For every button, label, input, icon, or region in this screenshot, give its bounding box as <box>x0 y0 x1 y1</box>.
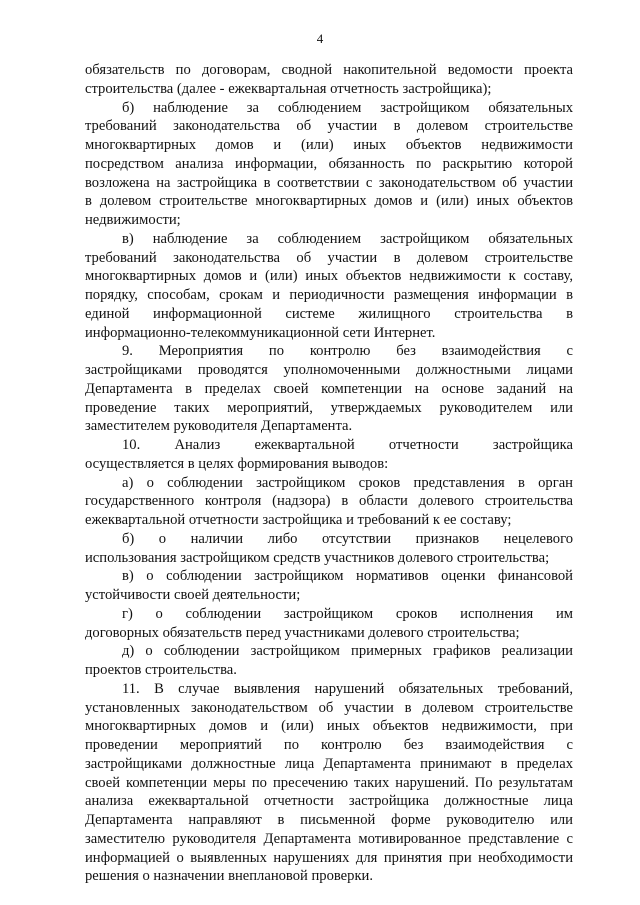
text-line: заместителем руководителя Департамента. <box>85 418 353 435</box>
text-line: заместителю руководителя Департамента мотивированное представление с <box>85 830 573 847</box>
text-line: своей компетенции меры по пресечению таких нарушений. По результатам <box>85 774 573 791</box>
text-line: многоквартирных домов и (или) иных объектов недвижимости <box>85 137 573 153</box>
text-line: осуществляется в целях формирования выводов: <box>85 455 389 472</box>
text-line: посредством анализа информации, обязанность по раскрытию которой <box>85 155 573 172</box>
text-line: возложена на застройщика в соответствии с законодательством об участии <box>85 174 573 191</box>
text-line: 11. В случае выявления нарушений обязательных требований, <box>122 680 573 697</box>
text-line: строительства (далее - ежеквартальная отчетность застройщика); <box>85 80 492 97</box>
text-line: проведение таких мероприятий, утверждаемых руководителем или <box>85 399 573 416</box>
text-line: застройщиками должностные лица Департамента принимают в пределах <box>85 755 573 772</box>
text-line: анализа ежеквартальной отчетности застройщика должностные лица <box>85 793 573 810</box>
text-line: в) наблюдение за соблюдением застройщиком обязательных <box>122 230 573 247</box>
text-line: 9. Мероприятия по контролю без взаимодействия с <box>122 343 573 360</box>
text-line: б) о наличии либо отсутствии признаков нецелевого <box>122 530 573 547</box>
text-line: проектов строительства. <box>85 662 237 678</box>
page-number: 4 <box>316 31 324 46</box>
text-line: требований законодательства об участии в долевом строительстве <box>85 118 573 135</box>
text-line: г) о соблюдении застройщиком сроков исполнения им <box>122 605 573 622</box>
text-line: 10. Анализ ежеквартальной отчетности застройщика <box>122 437 573 453</box>
text-line: требований законодательства об участии в долевом строительстве <box>85 249 573 266</box>
text-line: ежеквартальной отчетности застройщика и требований к ее составу; <box>85 512 512 528</box>
text-line: недвижимости; <box>85 212 181 228</box>
text-line: проведении мероприятий по контролю без взаимодействия с <box>85 737 573 753</box>
text-line: решения о назначении внеплановой проверки. <box>85 868 373 885</box>
text-line: порядку, способам, срокам и периодичности размещения информации в <box>85 287 573 303</box>
text-line: многоквартирных домов и (или) иных объектов недвижимости, при <box>85 718 573 735</box>
text-line: д) о соблюдении застройщиком примерных графиков реализации <box>122 643 573 660</box>
text-line: Департамента в пределах своей компетенции на основе заданий на <box>85 380 573 397</box>
text-line: установленных законодательством об участии в долевом строительстве <box>85 699 573 716</box>
text-line: в долевом строительстве многоквартирных домов и (или) иных объектов <box>85 193 573 210</box>
text-line: информацией о выявленных нарушениях для принятия при необходимости <box>85 849 573 866</box>
text-line: многоквартирных домов и (или) иных объектов недвижимости к составу, <box>85 268 573 285</box>
text-line: устойчивости своей деятельности; <box>85 587 301 603</box>
text-line: единой информационной системе жилищного строительства в <box>85 305 573 322</box>
text-line: б) наблюдение за соблюдением застройщиком обязательных <box>122 99 573 116</box>
text-line: информационно-телекоммуникационной сети Интернет. <box>85 324 436 341</box>
text-line: обязательств по договорам, сводной накопительной ведомости проекта <box>85 62 573 78</box>
text-line: использования застройщиком средств участников долевого строительства; <box>85 549 550 566</box>
document-body <box>85 61 573 886</box>
text-line: договорных обязательств перед участниками долевого строительства; <box>85 624 520 641</box>
text-line: государственного контроля (надзора) в области долевого строительства <box>85 493 573 510</box>
text-line: в) о соблюдении застройщиком нормативов оценки финансовой <box>122 568 573 585</box>
text-line: застройщиками проводятся уполномоченными должностными лицами <box>85 362 573 378</box>
text-line: а) о соблюдении застройщиком сроков представления в орган <box>122 474 573 491</box>
text-line: Департамента направляют в письменной форме руководителю или <box>85 812 573 828</box>
